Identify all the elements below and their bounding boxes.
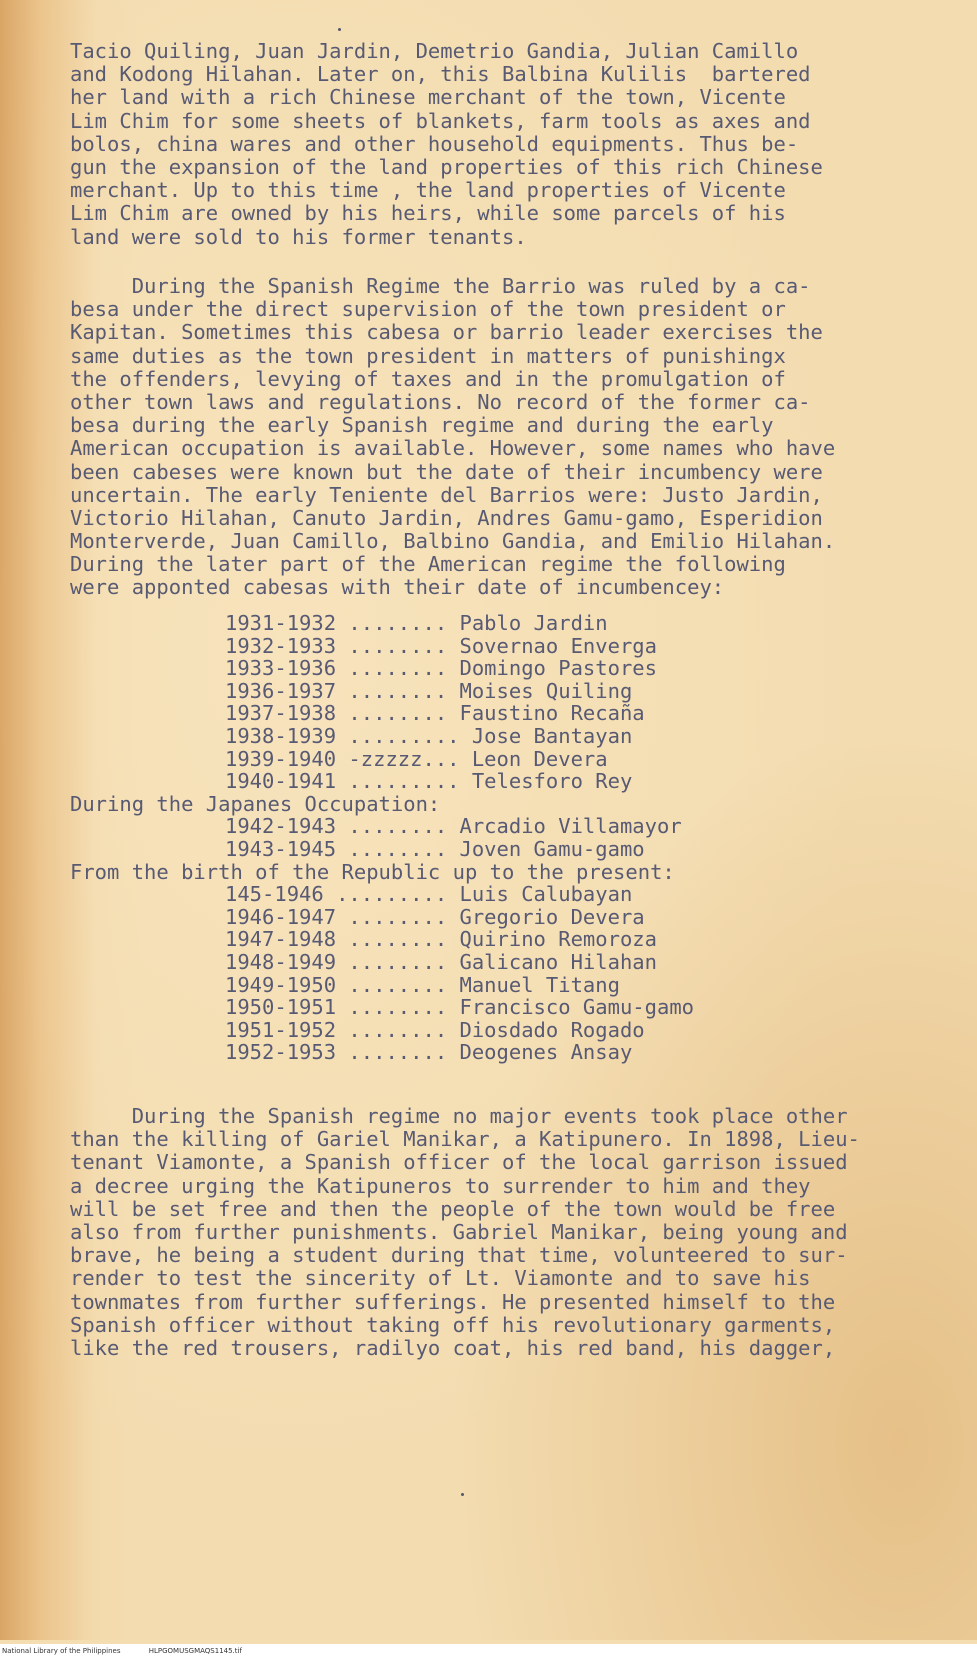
text-line: Lim Chim are owned by his heirs, while some parcels of his: [70, 201, 786, 226]
cabesa-entry: 1942-1943 ........ Arcadio Villamayor: [225, 814, 682, 839]
cabesa-entry: 1947-1948 ........ Quirino Remoroza: [225, 927, 657, 952]
text-line: a decree urging the Katipuneros to surrender to him and they: [70, 1173, 811, 1198]
paragraph-gabriel-manikar: [70, 1105, 860, 1360]
text-line: like the red trousers, radilyo coat, his red band, his dagger,: [70, 1335, 836, 1360]
cabesa-entry: 1943-1945 ........ Joven Gamu-gamo: [225, 836, 645, 861]
text-line: tenant Viamonte, a Spanish officer of the local garrison issued: [70, 1150, 848, 1175]
text-line: Lim Chim for some sheets of blankets, farm tools as axes and: [70, 108, 811, 133]
cabesa-entry: 1938-1939 ......... Jose Bantayan: [225, 723, 633, 748]
cabesa-entry: 1939-1940 -zzzzz... Leon Devera: [225, 746, 608, 771]
text-line: and Kodong Hilahan. Later on, this Balbina Kulilis bartered: [70, 62, 811, 87]
footer-filename: HLPGOMUSGMAQS1145.tif: [148, 1647, 242, 1655]
cabesa-entry: 1952-1953 ........ Deogenes Ansay: [225, 1040, 633, 1065]
cabesa-entry: 1950-1951 ........ Francisco Gamu-gamo: [225, 995, 694, 1020]
text-line: were apponted cabesas with their date of incumbencey:: [70, 575, 725, 600]
text-line: Tacio Quiling, Juan Jardin, Demetrio Gandia, Julian Camillo: [70, 39, 799, 63]
cabesa-entry: 145-1946 ......... Luis Calubayan: [225, 882, 633, 907]
cabesa-entry: 1936-1937 ........ Moises Quiling: [225, 678, 633, 703]
text-line: During the later part of the American regime the following: [70, 552, 786, 577]
japanese-occupation-heading: During the Japanes Occupation:: [70, 791, 441, 816]
cabesa-entry: 1937-1938 ........ Faustino Recaña: [225, 701, 645, 726]
scan-footer: [0, 1644, 977, 1658]
text-line: Monterverde, Juan Camillo, Balbino Gandia, and Emilio Hilahan.: [70, 529, 836, 554]
cabesa-entry: 1951-1952 ........ Diosdado Rogado: [225, 1017, 645, 1042]
text-line: the offenders, levying of taxes and in the promulgation of: [70, 366, 786, 391]
american-regime-cabesa-list: [70, 612, 694, 793]
cabesa-entry: 1932-1933 ........ Sovernao Enverga: [225, 633, 657, 658]
text-line: townmates from further sufferings. He presented himself to the: [70, 1289, 836, 1314]
cabesa-lists: [70, 612, 694, 1064]
text-line: will be set free and then the people of the town would be free: [70, 1196, 836, 1221]
text-line: been cabeses were known but the date of their incumbency were: [70, 459, 823, 484]
text-line: other town laws and regulations. No record of the former ca-: [70, 389, 811, 414]
cabesa-entry: 1931-1932 ........ Pablo Jardin: [225, 611, 608, 635]
cabesa-entry: 1948-1949 ........ Galicano Hilahan: [225, 949, 657, 974]
text-line: During the Spanish regime no major events took place other: [70, 1104, 848, 1128]
cabesa-entry: 1940-1941 ......... Telesforo Rey: [225, 769, 633, 794]
text-line: Spanish officer without taking off his revolutionary garments,: [70, 1312, 836, 1337]
text-line: land were sold to his former tenants.: [70, 224, 527, 249]
paragraph-spanish-regime-cabesas: [70, 275, 835, 600]
republic-cabesa-list: [70, 883, 694, 1064]
text-line: besa during the early Spanish regime and during the early: [70, 413, 774, 438]
ink-speck: [338, 28, 341, 31]
cabesa-entry: 1949-1950 ........ Manuel Titang: [225, 972, 620, 997]
text-line: Victorio Hilahan, Canuto Jardin, Andres Gamu-gamo, Esperidion: [70, 505, 823, 530]
japanese-occupation-cabesa-list: [70, 815, 694, 860]
text-line: brave, he being a student during that time, volunteered to sur-: [70, 1243, 848, 1268]
cabesa-entry: 1933-1936 ........ Domingo Pastores: [225, 656, 657, 681]
footer-source: National Library of the Philippines: [2, 1647, 121, 1655]
text-line: During the Spanish Regime the Barrio was ruled by a ca-: [70, 274, 811, 298]
paragraph-origin-of-land: [70, 40, 823, 249]
text-line: uncertain. The early Teniente del Barrios were: Justo Jardin,: [70, 482, 823, 507]
text-line: besa under the direct supervision of the town president or: [70, 297, 786, 322]
text-line: merchant. Up to this time , the land properties of Vicente: [70, 178, 786, 203]
text-line: her land with a rich Chinese merchant of the town, Vicente: [70, 85, 786, 110]
republic-heading: From the birth of the Republic up to the present:: [70, 859, 675, 884]
text-line: bolos, china wares and other household equipments. Thus be-: [70, 131, 799, 156]
text-line: American occupation is available. However, some names who have: [70, 436, 836, 461]
text-line: gun the expansion of the land properties of this rich Chinese: [70, 154, 823, 179]
cabesa-entry: 1946-1947 ........ Gregorio Devera: [225, 904, 645, 929]
text-line: than the killing of Gariel Manikar, a Katipunero. In 1898, Lieu-: [70, 1127, 860, 1152]
text-line: render to test the sincerity of Lt. Viamonte and to save his: [70, 1266, 811, 1291]
ink-speck: [461, 1493, 464, 1496]
text-line: Kapitan. Sometimes this cabesa or barrio leader exercises the: [70, 320, 823, 345]
text-line: also from further punishments. Gabriel Manikar, being young and: [70, 1219, 848, 1244]
text-line: same duties as the town president in matters of punishingx: [70, 343, 786, 368]
